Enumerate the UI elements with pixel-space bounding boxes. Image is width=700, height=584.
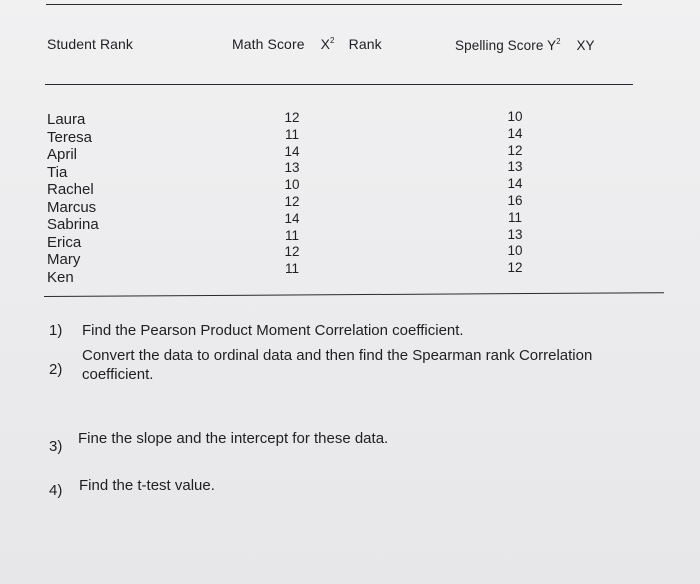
math-score-cell: 14 [284,143,300,159]
x-squared-label: $X^2$ [320,36,335,52]
student-name: Rachel [47,181,94,198]
math-score-cell: 14 [284,210,300,226]
spelling-score-cell: 14 [507,176,523,192]
question-number: 1) [49,322,63,339]
header-student-rank: Student Rank [47,36,134,52]
student-name: Teresa [47,128,93,146]
student-name: Laura [47,111,86,128]
rank-label: Rank [348,36,382,52]
question-text: Find the Pearson Product Moment Correlation coefficient. [82,322,464,339]
math-score-cell: 12 [284,110,300,125]
math-score-cell: 13 [284,160,300,176]
student-name: Erica [47,233,82,251]
question-3 [49,429,498,456]
math-score-cell: 10 [284,177,300,193]
spelling-score-cell: 10 [507,243,523,259]
question-2 [49,346,647,384]
spelling-score-cell: 13 [507,226,523,242]
question-number: 2) [49,361,63,378]
spelling-score-cell: 12 [507,260,523,276]
spelling-score-cell: 16 [507,192,523,208]
student-name: Tia [47,163,68,181]
header-rule [45,84,633,85]
math-score-cell: 11 [284,227,299,243]
top-rule [46,4,622,5]
student-name: April [47,146,78,163]
student-name: Sabrina [47,216,99,233]
math-score-cell: 12 [284,244,300,260]
math-scores-column [277,110,307,278]
math-score-cell: 12 [284,193,300,209]
question-text: Fine the slope and the intercept for these data. [78,430,389,447]
spelling-score-cell: 14 [507,125,523,141]
math-score-cell: 11 [284,261,299,277]
header-math-score [232,36,382,52]
student-name: Mary [47,251,81,268]
spelling-scores-column [500,109,530,277]
spelling-score-cell: 10 [507,109,523,124]
question-4 [49,476,379,500]
student-name: Ken [47,268,74,286]
question-number: 4) [49,482,63,499]
table-bottom-rule [44,292,664,297]
math-score-cell: 11 [284,126,299,142]
header-spelling-score [455,37,595,53]
spelling-score-cell: 11 [507,209,522,225]
question-text: Find the t-test value. [79,477,215,494]
question-number: 3) [49,438,63,455]
question-text: Convert the data to ordinal data and then find the Spearman rank Correlation coefficient. [82,347,593,383]
xy-label: XY [576,38,595,53]
question-1 [49,321,602,340]
math-score-label: Math Score [232,36,305,52]
student-name: Marcus [47,198,97,216]
student-names-column [47,111,99,286]
spelling-score-cell: 13 [507,159,523,175]
y-squared-label: $Y^2$ [547,37,561,53]
spelling-score-cell: 12 [507,142,523,158]
spelling-score-label: Spelling Score [455,38,544,53]
